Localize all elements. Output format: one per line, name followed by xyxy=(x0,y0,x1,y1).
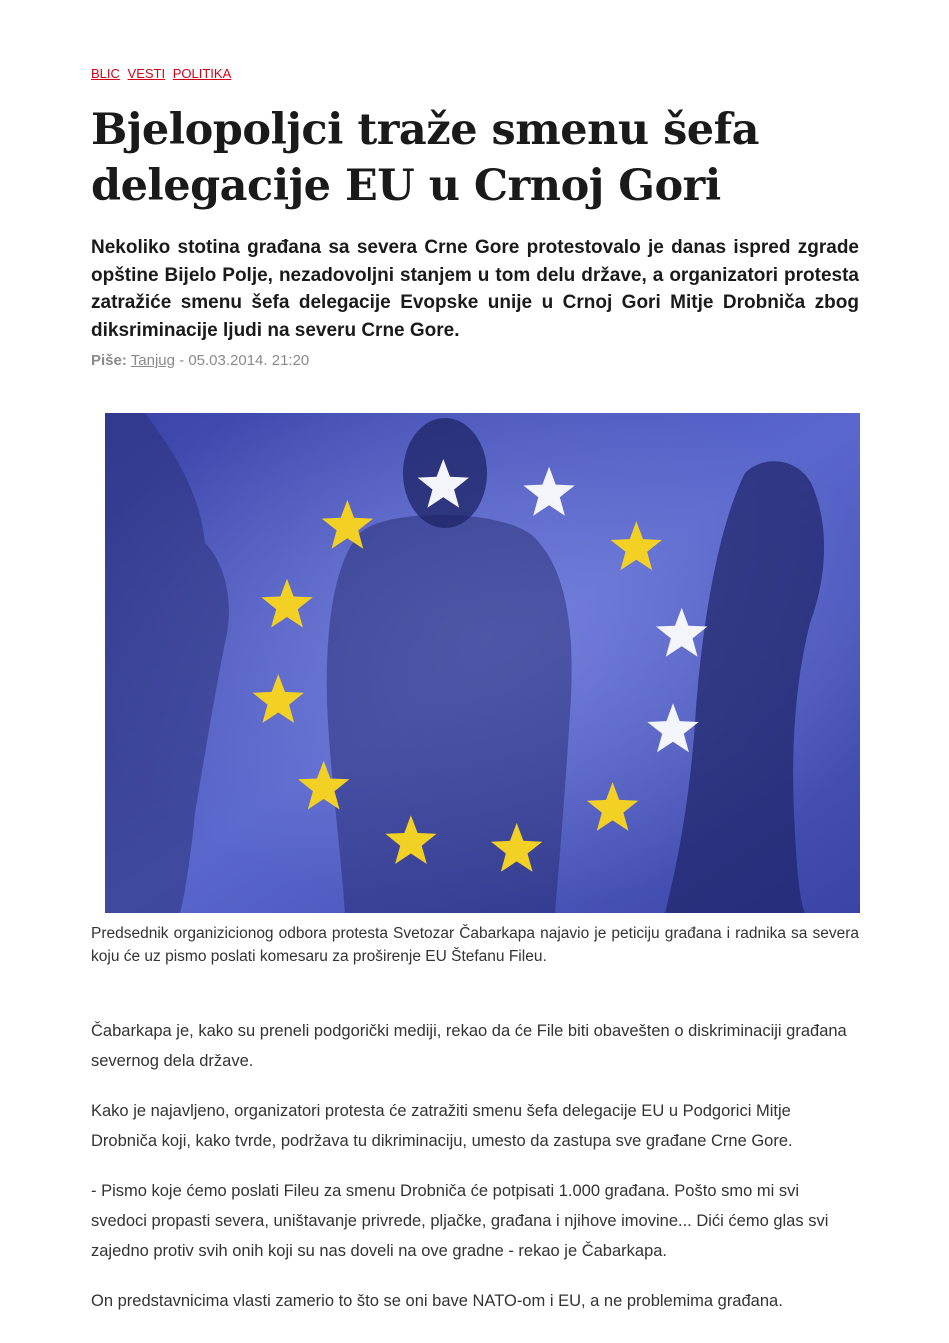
breadcrumb-link-blic[interactable]: BLIC xyxy=(91,66,120,81)
eu-flag-image xyxy=(105,413,860,913)
publish-date: 05.03.2014. 21:20 xyxy=(188,352,310,369)
article-paragraph-3: - Pismo koje ćemo poslati Fileu za smenu Drobniča će potpisati 1.000 građana. Pošto smo mi svi svedoci propasti severa, uništavanje privrede, pljačke, građana i njihove imovine... Dići ćemo glas svi zajedno protiv svih onih koji su nas doveli na ove gradne - rekao je Čabarkapa. xyxy=(91,1182,829,1260)
silhouette-center-body xyxy=(327,515,572,913)
breadcrumb-link-vesti[interactable]: VESTI xyxy=(127,66,166,81)
photo-caption: Predsednik organizicionog odbora protesta Svetozar Čabarkapa najavio je peticiju građana i radnika sa severa koju će uz pismo poslati komesaru za proširenje EU Štefanu Fileu. xyxy=(91,925,859,965)
article-paragraph-1: Čabarkapa je, kako su preneli podgorički mediji, rekao da će File biti obavešten o diskriminaciji građana severnog dela države. xyxy=(91,1022,847,1070)
article-lead: Nekoliko stotina građana sa severa Crne Gore protestovalo je danas ispred zgrade opštine Bijelo Polje, nezadovoljni stanjem u tom delu države, a organizatori protesta zatražiće smenu šefa delegacije Evopske unije u Crnoj Gori Mitje Drobniča zbog diksriminacije ljudi na severu Crne Gore. xyxy=(91,237,859,341)
article-paragraph-4: On predstavnicima vlasti zamerio to što se oni bave NATO-om i EU, a ne problemima građana. xyxy=(91,1292,783,1310)
byline-separator: - xyxy=(179,352,185,369)
article-photo xyxy=(105,413,860,913)
author-link[interactable]: Tanjug xyxy=(130,352,175,369)
article-title: Bjelopoljci traže smenu šefa delegacije EU u Crnoj Gori xyxy=(91,105,760,211)
byline-label: Piše: xyxy=(91,352,127,369)
breadcrumb xyxy=(91,66,235,81)
breadcrumb-link-politika[interactable]: POLITIKA xyxy=(172,66,232,81)
article-body xyxy=(91,1016,859,1336)
article-paragraph-2: Kako je najavljeno, organizatori protesta će zatražiti smenu šefa delegacije EU u Podgorici Mitje Drobniča koji, kako tvrde, podržava tu dikriminaciju, umesto da zastupa sve građane Crne Gore. xyxy=(91,1102,793,1150)
byline xyxy=(91,352,309,369)
